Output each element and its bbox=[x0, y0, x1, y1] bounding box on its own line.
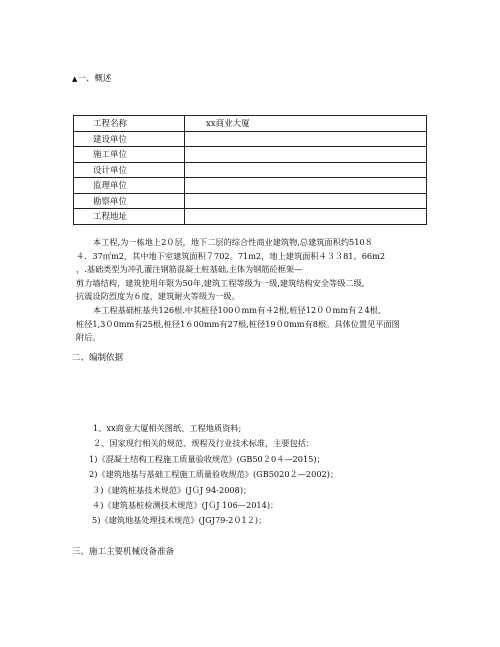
table-row bbox=[74, 178, 427, 194]
table-value: xx商业大厦 bbox=[185, 116, 427, 132]
text-line: ，.基础类型为冲孔灌注钢筋混凝土桩基础,主体为钢筋砼框架— bbox=[76, 264, 303, 275]
table-row bbox=[74, 131, 427, 147]
table-label: 监理单位 bbox=[74, 178, 185, 194]
list-item: 2)《建筑地基与基础工程施工质量验收规范》(GB5020２—2002)； bbox=[89, 469, 339, 480]
table-label: 施工单位 bbox=[74, 147, 185, 163]
project-info-table bbox=[73, 115, 427, 225]
text-line: ４．37㎡m2，其中地下室建筑面积７702。71m2，地上建筑面积４３３81。66m2 bbox=[76, 250, 386, 261]
list-item: ２、国家现行相关的规范、规程及行业技术标准，主要包括： bbox=[93, 438, 315, 449]
overview-paragraph bbox=[76, 236, 438, 345]
table-value bbox=[185, 178, 427, 194]
section-title: 三、施工主要机械设备准备 bbox=[72, 547, 175, 557]
table-row bbox=[74, 209, 427, 225]
basis-list bbox=[89, 421, 338, 529]
section-heading-basis bbox=[72, 353, 123, 363]
text-line: 桩径1,3０0mm有25根,桩径1６00mm有27根,桩径19０0mm有8根。具体位置见平面图 bbox=[76, 318, 400, 329]
list-item: 1)《混凝土结构工程施工质量验收规范》(GB50２0４—2015)； bbox=[89, 453, 325, 464]
table-value bbox=[185, 209, 427, 225]
table-row bbox=[74, 147, 427, 163]
list-item: ３)《建筑桩基技术规范》(JＧJ 94-2008)； bbox=[92, 484, 252, 495]
list-item: ４)《建筑基桩检测技术规范》(JＧJ 106—2014)： bbox=[92, 500, 279, 511]
table-label: 设计单位 bbox=[74, 162, 185, 178]
table-row bbox=[74, 193, 427, 209]
section-title: 二、编制依据 bbox=[72, 353, 124, 363]
text-line: 剪力墙结构，建筑使用年限为50年,建筑工程等级为一级,建筑结构安全等级二级, bbox=[76, 277, 365, 288]
table-value bbox=[185, 147, 427, 163]
text-line: 附后。 bbox=[76, 332, 101, 343]
list-item: 5)《建筑地基处理技术规范》(JGJ79-2０1２)； bbox=[92, 515, 267, 526]
section-heading-overview bbox=[72, 74, 111, 84]
table-value bbox=[185, 131, 427, 147]
table-row bbox=[74, 162, 427, 178]
table-label: 工程地址 bbox=[74, 209, 185, 225]
section-heading-equipment bbox=[72, 547, 174, 557]
section-title: 一、概述 bbox=[77, 74, 112, 84]
table-label: 勘察单位 bbox=[74, 193, 185, 209]
text-line: 本工程,为一栋地上2０层，地下二层的综合性商业建筑物,总建筑面积约510８ bbox=[93, 237, 373, 247]
text-line: 本工程基础桩基共126根.中其桩径100０mm有４2根,桩径12００mm有２4根, bbox=[93, 304, 381, 315]
table-label: 工程名称 bbox=[74, 116, 185, 132]
text-line: 抗震设防烈度为６度，建筑耐火等级为一级。 bbox=[76, 291, 240, 302]
triangle-icon: ▲ bbox=[72, 75, 78, 83]
table-value bbox=[185, 162, 427, 178]
table-value bbox=[185, 193, 427, 209]
table-row bbox=[74, 116, 427, 132]
table-label: 建设单位 bbox=[74, 131, 185, 147]
list-item: 1、xx商业大厦相关图纸、工程地质资料; bbox=[93, 423, 242, 433]
